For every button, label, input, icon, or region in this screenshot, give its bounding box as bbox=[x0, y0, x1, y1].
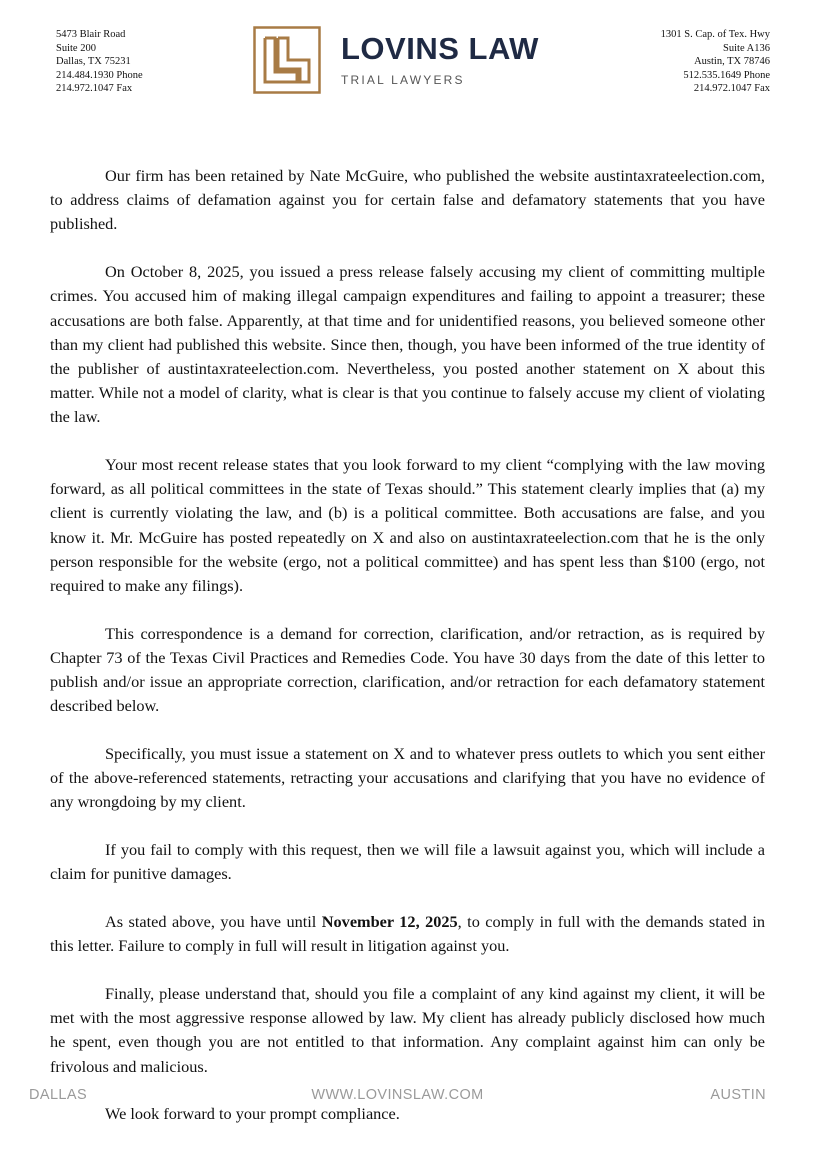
dallas-phone: 214.484.1930 Phone bbox=[56, 69, 143, 81]
paragraph-complaint-warning: Finally, please understand that, should you file a complaint of any kind against my client, it will be met with the most aggressive response allowed by law. My client has already publicly disclosed how much he spent, even though you are not entitled to that information. Any complaint against him can only be frivolous and malicious. bbox=[50, 983, 765, 1076]
dallas-fax: 214.972.1047 Fax bbox=[56, 83, 133, 95]
dallas-street: 5473 Blair Road bbox=[56, 29, 126, 40]
austin-suite: Suite A136 bbox=[723, 42, 770, 54]
deadline-intro: As stated above, you have until bbox=[105, 912, 322, 932]
dallas-suite: Suite 200 bbox=[56, 42, 96, 54]
lovins-law-monogram-icon bbox=[253, 26, 321, 94]
paragraph-press-release: On October 8, 2025, you issued a press release falsely accusing my client of committing multiple crimes. You accused him of making illegal campaign expenditures and failing to appoint a treasurer; these accusations are both false. Apparently, at that time and for unidentified reasons, you believed someone other than my client had published this website. Since then, though, you have been informed of the true identity of the publisher of austintaxrateelection.com. Nevertheless, you posted another statement on X about this matter. While not a model of clarity, what is clear is that you continue to falsely accuse my client of violating the law. bbox=[50, 262, 765, 427]
letter-body bbox=[50, 164, 765, 1127]
paragraph-recent-release: Your most recent release states that you look forward to my client “complying with the law moving forward, as all political committees in the state of Texas should.” This statement clearly implies that (a) my client is currently violating the law, and (b) is a political committee. Both accusations are false, and you know it. Mr. McGuire has posted repeatedly on X and also on austintaxrateelection.com that he is the only person responsible for the website (ergo, not a political committee) and has spent less than $100 (ergo, not required to make any filings). bbox=[50, 455, 765, 596]
firm-name: LOVINS LAW bbox=[341, 31, 539, 66]
austin-address-block bbox=[661, 28, 770, 96]
paragraph-deadline bbox=[50, 910, 765, 958]
paragraph-demand: This correspondence is a demand for correction, clarification, and/or retraction, as is required by Chapter 73 of the Texas Civil Practices and Remedies Code. You have 30 days from the date of this letter to publish and/or issue an appropriate correction, clarification, and/or retraction for each defamatory statement described below. bbox=[50, 623, 765, 716]
letter-footer bbox=[29, 1087, 766, 1107]
austin-fax: 214.972.1047 Fax bbox=[693, 83, 770, 95]
footer-dallas: DALLAS bbox=[29, 1087, 88, 1103]
austin-phone: 512.535.1649 Phone bbox=[683, 69, 770, 81]
footer-austin: AUSTIN bbox=[710, 1087, 766, 1103]
dallas-address-block bbox=[56, 28, 143, 96]
austin-street: 1301 S. Cap. of Tex. Hwy bbox=[660, 29, 770, 40]
firm-tagline: TRIAL LAWYERS bbox=[341, 73, 465, 87]
deadline-rest: , to comply in full with the demands stated in this letter. Failure to comply in full will result in litigation against you. bbox=[50, 912, 765, 956]
footer-website-link[interactable]: WWW.LOVINSLAW.COM bbox=[311, 1087, 484, 1103]
paragraph-retained: Our firm has been retained by Nate McGuire, who published the website austintaxrateelection.com, to address claims of defamation against you for certain false and defamatory statements that you have published. bbox=[50, 166, 765, 234]
paragraph-closing: We look forward to your prompt compliance. bbox=[105, 1104, 400, 1124]
austin-city: Austin, TX 78746 bbox=[694, 56, 770, 68]
firm-logo bbox=[253, 26, 539, 94]
paragraph-lawsuit-warning: If you fail to comply with this request, then we will file a lawsuit against you, which will include a claim for punitive damages. bbox=[50, 840, 765, 884]
deadline-date: November 12, 2025 bbox=[321, 912, 458, 932]
dallas-city: Dallas, TX 75231 bbox=[56, 56, 131, 68]
paragraph-specific-request: Specifically, you must issue a statement on X and to whatever press outlets to which you sent either of the above-referenced statements, retracting your accusations and clarifying that you have no evidence of any wrongdoing by my client. bbox=[50, 744, 765, 812]
